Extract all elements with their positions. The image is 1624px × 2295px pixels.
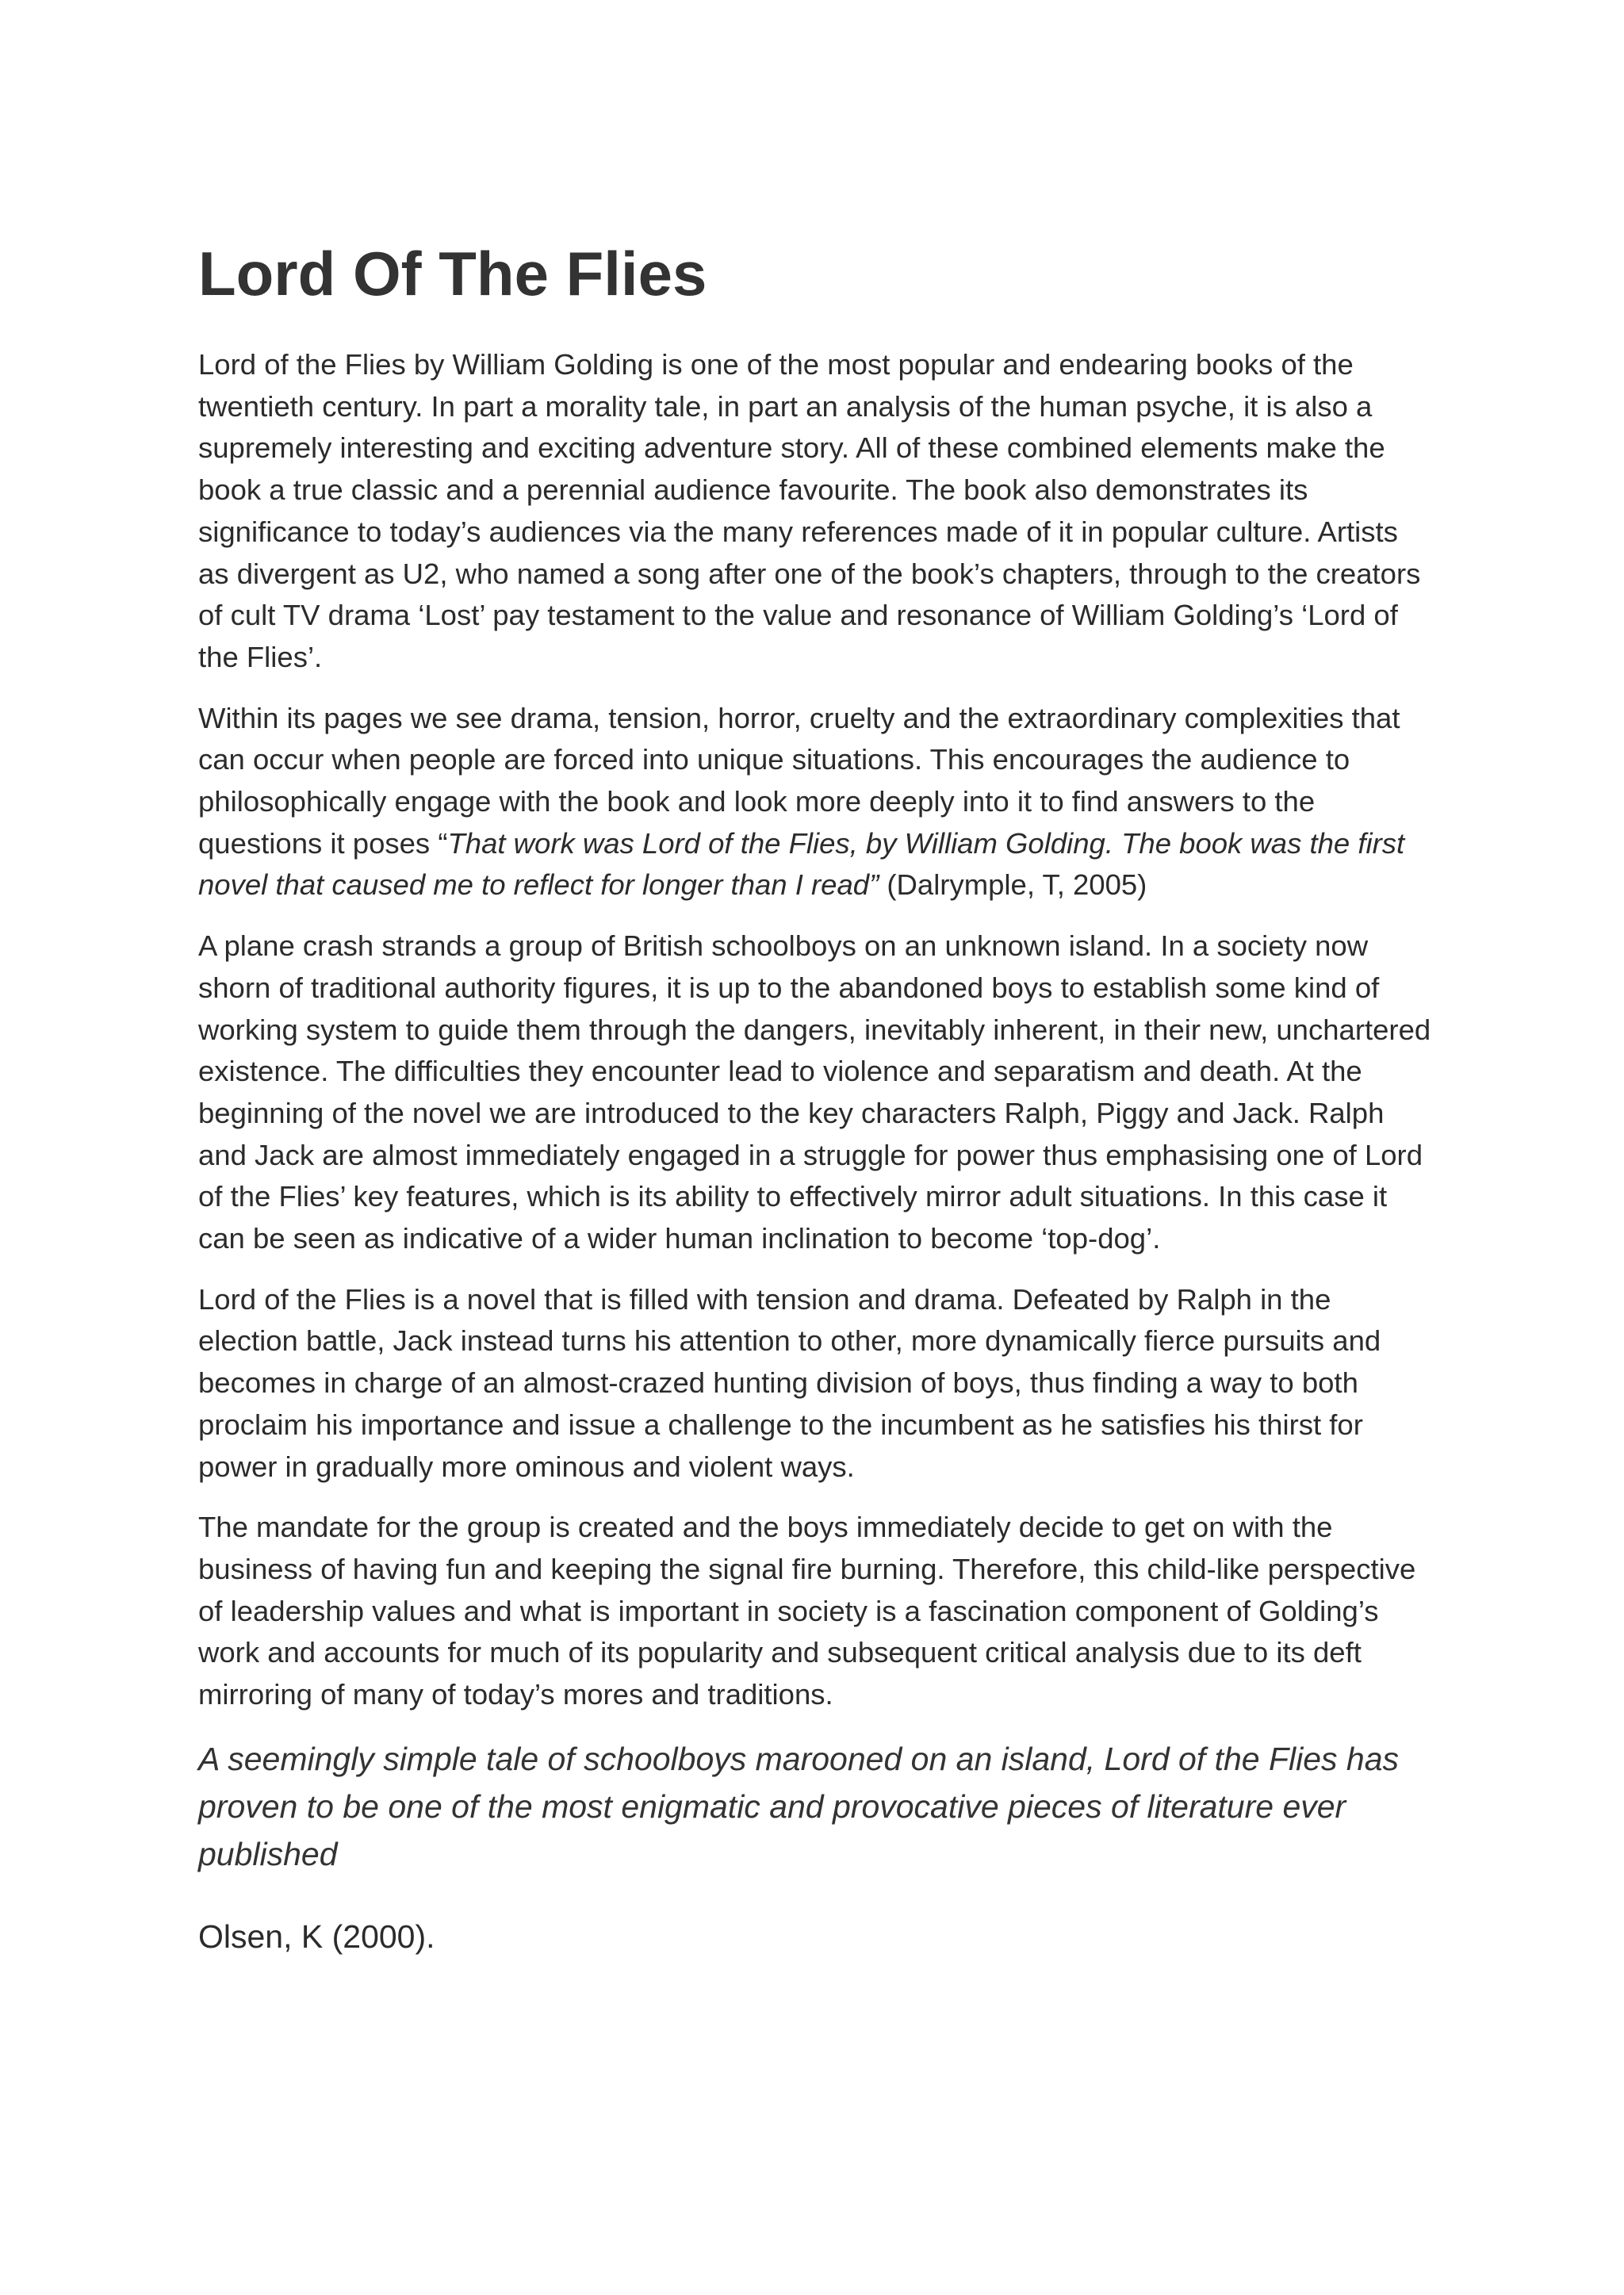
paragraph-themes-text: Within its pages we see drama, tension, horror, cruelty and the extraordinary complexities that can occur when people are forced into unique situations. This encourages the audience to philosophically engage with the book and look more deeply into it to find answers to the questions it poses “ bbox=[198, 701, 1400, 860]
document-title: Lord Of The Flies bbox=[198, 239, 707, 308]
inline-quote-citation: (Dalrymple, T, 2005) bbox=[879, 868, 1147, 902]
block-quote: A seemingly simple tale of schoolboys marooned on an island, Lord of the Flies has proven to be one of the most enigmatic and provocative pieces of literature ever published bbox=[198, 1740, 1400, 1872]
block-quote-citation: Olsen, K (2000). bbox=[198, 1918, 435, 1955]
document-body bbox=[198, 230, 1435, 1960]
paragraph-mandate: The mandate for the group is created and the boys immediately decide to get on with the business of having fun and keeping the signal fire burning. Therefore, this child-like perspective of leadership values and what is important in society is a fascination component of Golding’s work and accounts for much of its popularity and subsequent critical analysis due to its deft mirroring of many of today’s mores and traditions. bbox=[198, 1511, 1416, 1711]
inline-quote: That work was Lord of the Flies, by William Golding. The book was the first novel that caused me to reflect for longer than I read” bbox=[198, 826, 1405, 902]
paragraph-plot: A plane crash strands a group of British schoolboys on an unknown island. In a society now shorn of traditional authority figures, it is up to the abandoned boys to establish some kind of working system to guide them through the dangers, inevitably inherent, in their new, unchartered existence. The difficulties they encounter lead to violence and separatism and death. At the beginning of the novel we are introduced to the key characters Ralph, Piggy and Jack. Ralph and Jack are almost immediately engaged in a struggle for power thus emphasising one of Lord of the Flies’ key features, which is its ability to effectively mirror adult situations. In this case it can be seen as indicative of a wider human inclination to become ‘top-dog’. bbox=[198, 929, 1431, 1255]
paragraph-introduction: Lord of the Flies by William Golding is one of the most popular and endearing books of the twentieth century. In part a morality tale, in part an analysis of the human psyche, it is also a supremely interesting and exciting adventure story. All of these combined elements make the book a true classic and a perennial audience favourite. The book also demonstrates its significance to today’s audiences via the many references made of it in popular culture. Artists as divergent as U2, who named a song after one of the book’s chapters, through to the creators of cult TV drama ‘Lost’ pay testament to the value and resonance of William Golding’s ‘Lord of the Flies’. bbox=[198, 348, 1421, 673]
paragraph-tension: Lord of the Flies is a novel that is filled with tension and drama. Defeated by Ralph in the election battle, Jack instead turns his attention to other, more dynamically fierce pursuits and becomes in charge of an almost-crazed hunting division of boys, thus finding a way to both proclaim his importance and issue a challenge to the incumbent as he satisfies his thirst for power in gradually more ominous and violent ways. bbox=[198, 1282, 1381, 1483]
paragraph-themes bbox=[198, 698, 1435, 907]
